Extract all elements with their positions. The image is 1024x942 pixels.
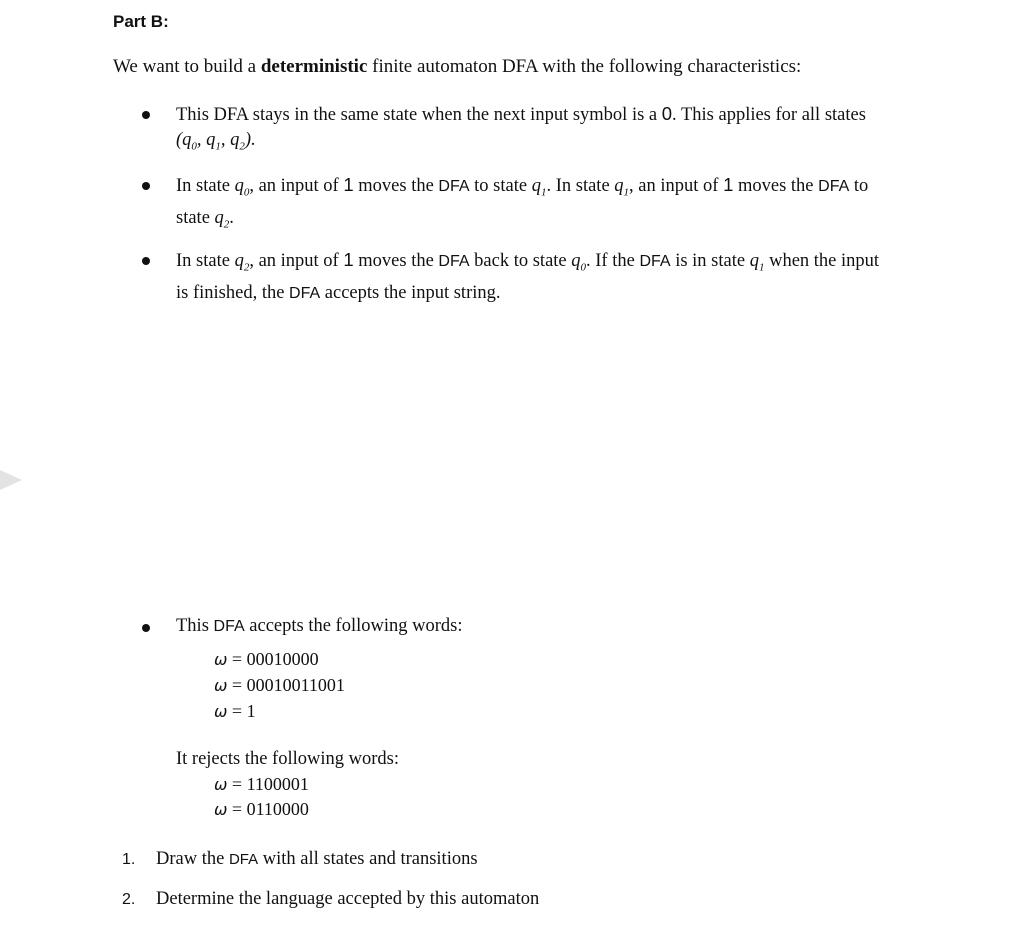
bullet-dot (142, 257, 150, 265)
bullet-dot (142, 624, 150, 632)
bullet-3-line-2: is finished, the DFA accepts the input string. (176, 282, 501, 303)
bullet-3 (176, 247, 940, 306)
rejects-label: It rejects the following words: (176, 749, 399, 769)
bullet-dot (142, 182, 150, 190)
intro-text: We want to build a (113, 56, 261, 77)
bullet-2-line-1: In state $q_0$, an input of 1 moves the DFA to state $q_1$. In state $q_1$, an input of 1 moves the DFA to (176, 174, 869, 199)
bullet-1-line-1: This DFA stays in the same state when the next input symbol is a 0. This applies for all states (176, 103, 866, 125)
accepted-word: ω = 00010000 (214, 649, 319, 669)
accepted-word: ω = 00010011001 (214, 675, 345, 695)
intro-text-end: finite automaton DFA with the following characteristics: (367, 56, 802, 77)
bullet-dot (142, 111, 150, 119)
bullet-3-line-1: In state $q_2$, an input of 1 moves the DFA back to state $q_0$. If the DFA is in state $q_1$ when the input (176, 249, 880, 274)
bullet-2-line-2: state $q_2$. (176, 207, 234, 231)
intro-bold-term: deterministic (260, 56, 368, 77)
intro-paragraph (113, 56, 801, 78)
bullet-1-line-2: ($q_0$, $q_1$, $q_2$). (176, 130, 256, 153)
task-item-1: 1. Draw the DFA with all states and transitions (122, 849, 478, 869)
bullet-2 (176, 172, 940, 237)
pointer-arrow-icon (0, 470, 22, 490)
task-item-2: 2. Determine the language accepted by this automaton (122, 889, 540, 909)
bullet-1 (176, 101, 940, 160)
rejected-word: ω = 1100001 (214, 774, 309, 794)
bullet-4: This DFA accepts the following words: (176, 616, 463, 636)
accepted-word: ω = 1 (214, 701, 256, 721)
section-heading: Part B: (113, 12, 169, 31)
rejected-word: ω = 0110000 (214, 799, 309, 819)
